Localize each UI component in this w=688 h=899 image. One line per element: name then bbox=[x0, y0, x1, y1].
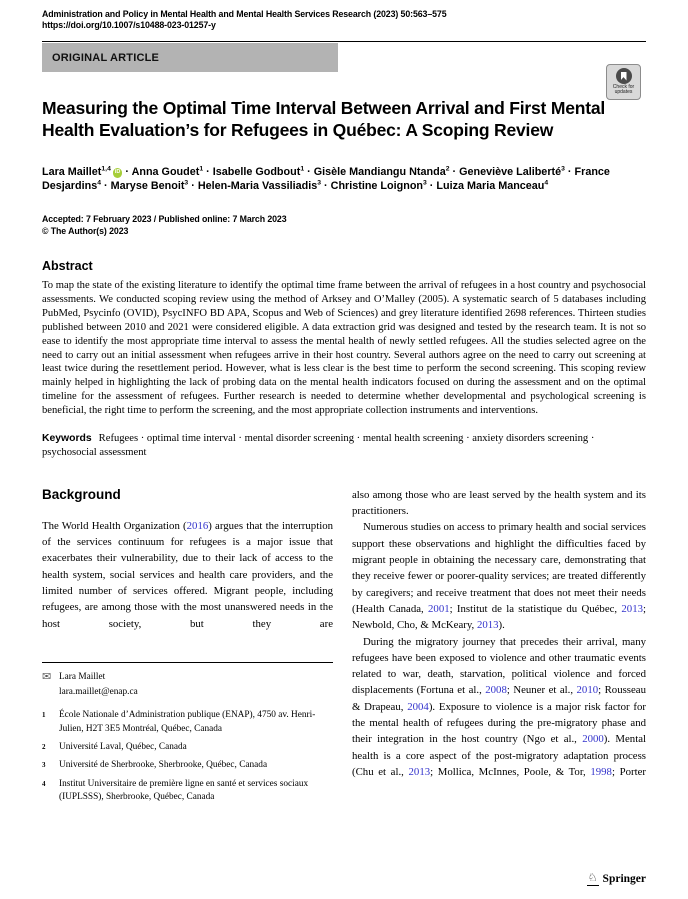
author: Luiza Maria Manceau$^4$ bbox=[436, 179, 549, 192]
author: Maryse Benoit$^3$ bbox=[110, 179, 189, 192]
journal-citation-line: Administration and Policy in Mental Health and Mental Health Services Research (2023) 50:563–575 bbox=[42, 9, 447, 19]
spacer bbox=[42, 685, 59, 700]
affiliation-marker: 3 bbox=[423, 179, 427, 187]
affiliation-marker: 2 bbox=[445, 165, 450, 173]
header-divider bbox=[42, 41, 646, 42]
citation-link[interactable]: 2013 bbox=[621, 602, 643, 615]
affiliation-marker: 3 bbox=[317, 179, 322, 187]
springer-horse-icon: ♘ bbox=[587, 871, 598, 884]
author: Helen-Maria Vassiliadis$^3$ bbox=[197, 179, 322, 192]
citation-link[interactable]: 2013 bbox=[476, 619, 499, 632]
bookmark-circle-icon bbox=[616, 68, 632, 84]
author: Christine Loignon$^3$ bbox=[330, 179, 427, 192]
envelope-icon: ✉ bbox=[42, 670, 52, 683]
affiliation-marker: 1 bbox=[300, 165, 305, 173]
continued-text bbox=[352, 487, 646, 780]
publisher-logo bbox=[587, 872, 646, 886]
affiliation-marker: 1,4 bbox=[101, 165, 111, 173]
correspondence bbox=[42, 670, 333, 700]
affiliation-item bbox=[42, 709, 333, 737]
publisher-name: Springer bbox=[602, 873, 646, 885]
keywords-line bbox=[42, 432, 646, 460]
affiliation-text: Université de Sherbrooke, Sherbrooke, Québec, Canada bbox=[59, 760, 268, 771]
corresponding-author-email[interactable]: lara.maillet@enap.ca bbox=[59, 686, 138, 697]
check-for-updates-button[interactable] bbox=[606, 64, 641, 100]
affiliation-marker: 4 bbox=[97, 179, 101, 187]
affiliation-marker: 1 bbox=[199, 165, 204, 173]
paragraph: Numerous studies on access to primary health and social services support these observations and highlight the difficulties faced by migrant people in obtaining the necessary care, demonstrating that they receive fewer or poorer-quality services; are treated differently by caregivers; and receive treatment that does not meet their needs (Health Canada, 2001; Institut de la statistique du Québec, 2013; Newbold, Cho, & McKeary, 2013). bbox=[352, 521, 646, 632]
author: Isabelle Godbout$^1$ bbox=[212, 165, 305, 178]
copyright-line: © The Author(s) 2023 bbox=[42, 225, 129, 236]
two-column-body bbox=[42, 487, 646, 810]
check-for-updates-label-line2: updates bbox=[614, 89, 633, 95]
abstract-text: To map the state of the existing literature to identify the optimal time frame between the arrival of refugees in a host country and psychosocial assessments. We conducted scoping review using the method of Arksey and O’Malley (2005). A systematic search of 5 databases including PubMed, Psycinfo (OVID), PsycINFO BD APA, Scopus and Web of Sciences) and grey literature identified 2698 references. Thirteen studies published between 2010 and 2021 were considered eligible. A data extraction grid was designed and tested by the research team. It is not so ease to identify the most appropriate time interval to assess the mental health of newly settled refugees. All the studies selected agree on the need to carry out an initial assessment when refugees arrive in their host country. Several authors agree on the need to carry out screening at least twice during the resettlement period. However, what is less clear is the best time to perform the second screening. This scoping review mainly helped in highlighting the lack of probing data on the mental health indicators focused on during the assessment and on the optimal timeline for the assessment of refugees. Further research is needed to determine whether developmental and psychological screening is beneficial, the right time to perform the screening, and the most appropriate collection instruments and interventions. bbox=[42, 280, 646, 417]
check-for-updates-label-line1: Check for bbox=[612, 84, 635, 90]
affiliation-text: Université Laval, Québec, Canada bbox=[59, 742, 187, 753]
paragraph: The World Health Organization (2016) argues that the interruption of the services continuum for refugees is a major issue that exacerbates their vulnerability, due to their lack of access to the health system, social services and health care providers, and the limited number of services offered. Migrant people, including refugees, are among those with the most unanswered needs in the host society, but they are bbox=[42, 519, 333, 630]
affiliation-item bbox=[42, 759, 333, 773]
affiliation-number: 4 bbox=[42, 779, 46, 788]
citation-link[interactable]: 2001 bbox=[428, 602, 450, 615]
doi-line: https://doi.org/10.1007/s10488-023-01257-y bbox=[42, 20, 216, 30]
citation-link[interactable]: 2008 bbox=[485, 684, 507, 697]
affiliation-number: 3 bbox=[42, 761, 46, 770]
footnote-divider bbox=[42, 662, 333, 663]
footnote-block bbox=[42, 662, 333, 805]
affiliation-text: Institut Universitaire de première ligne en santé et services sociaux (IUPLSSS), Sherbrooke, Québec, Canada bbox=[59, 778, 309, 803]
dates-line: Accepted: 7 February 2023 / Published online: 7 March 2023 bbox=[42, 214, 287, 224]
article-type-label: ORIGINAL ARTICLE bbox=[52, 51, 160, 64]
author: Geneviève Laliberté$^3$ bbox=[459, 165, 565, 178]
paragraph: During the migratory journey that precedes their arrival, many refugees have been exposed to violence and other traumatic events related to war, death, starvation, political violence and forced displacements (Fortuna et al., 2008; Neuner et al., 2010; Rousseau & Drapeau, 2004). Exposure to violence is a major risk factor for the mental health of refugees during the pre-migratory phase and their integration in the host country (Ngo et al., 2000). Mental health is a core aspect of the post-migratory adaptation process (Chu et al., 2013; Mollica, McInnes, Poole, & Tor, 1998; Porter bbox=[352, 635, 646, 778]
right-column bbox=[352, 487, 646, 810]
section-heading-background: Background bbox=[42, 486, 121, 502]
affiliation-marker: 3 bbox=[184, 179, 189, 187]
affiliation-marker: 3 bbox=[561, 165, 565, 173]
citation-link[interactable]: 2010 bbox=[576, 684, 599, 697]
orcid-icon[interactable]: iD bbox=[113, 168, 123, 178]
author-list: Lara Maillet$^{1,4}$ iD · Anna Goudet$^1$ · Isabelle Godbout$^1$ · Gisèle Mandiangu Ntanda$^2$ · Geneviève Laliberté$^3$ · France Desjardins$^4$ · Maryse Benoit$^3$ · Helen-Maria Vassiliadis$^3$ · Christine Loignon$^3$ · Luiza Maria Manceau$^4$ bbox=[42, 165, 610, 192]
corresponding-author-name: Lara Maillet bbox=[59, 671, 106, 682]
author: Lara Maillet$^{1,4}$ iD bbox=[42, 165, 121, 178]
article-type-banner bbox=[42, 43, 338, 72]
background-text bbox=[42, 518, 333, 632]
citation-link[interactable]: 2013 bbox=[408, 765, 431, 778]
citation-link[interactable]: 2004 bbox=[407, 700, 429, 713]
affiliation-marker: 4 bbox=[544, 179, 549, 187]
bookmark-icon bbox=[621, 72, 627, 81]
citation-link[interactable]: 2000 bbox=[582, 733, 604, 746]
abstract-heading: Abstract bbox=[42, 259, 93, 273]
paragraph: also among those who are least served by the health system and its practitioners. bbox=[352, 488, 646, 518]
left-column bbox=[42, 487, 333, 810]
affiliation-item bbox=[42, 778, 333, 806]
affiliation-list bbox=[42, 709, 333, 805]
article-title: Measuring the Optimal Time Interval Between Arrival and First Mental Health Evaluation’s for Refugees in Québec: A Scoping Review bbox=[42, 98, 606, 140]
affiliation-item bbox=[42, 741, 333, 755]
affiliation-number: 2 bbox=[42, 743, 46, 752]
keywords-label: Keywords bbox=[42, 433, 92, 445]
author: Gisèle Mandiangu Ntanda$^2$ bbox=[313, 165, 450, 178]
author: Anna Goudet$^1$ bbox=[131, 165, 204, 178]
affiliation-text: École Nationale d’Administration publique (ENAP), 4750 av. Henri-Julien, H2T 3E5 Montréal, Québec, Canada bbox=[59, 709, 316, 734]
citation-link[interactable]: 2016 bbox=[186, 519, 209, 532]
affiliation-number: 1 bbox=[42, 710, 46, 719]
citation-link[interactable]: 1998 bbox=[590, 765, 612, 778]
author: France Desjardins$^4$ bbox=[42, 166, 610, 192]
keywords-items: Refugees · optimal time interval · mental disorder screening · mental health screening · anxiety disorders screening · psychosocial assessment bbox=[42, 433, 595, 458]
